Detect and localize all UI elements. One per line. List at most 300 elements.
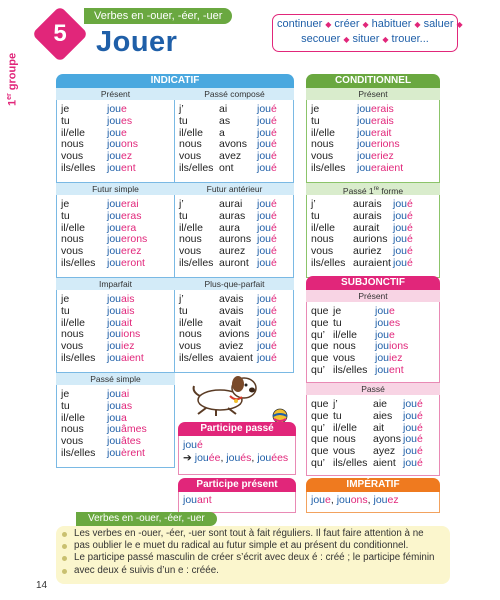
indicatif-passe-simple xyxy=(56,373,175,468)
verb-ending: ées xyxy=(271,452,289,464)
conditionnel-section xyxy=(306,74,440,278)
conjugation-row xyxy=(311,258,439,270)
conjugation-row xyxy=(61,211,174,223)
que-word: que xyxy=(311,352,329,365)
verb-stem: jou xyxy=(107,198,122,210)
pronoun: ils/elles xyxy=(179,256,214,269)
verb-ending: ez xyxy=(387,494,399,506)
que-word: qu’ xyxy=(311,421,326,434)
auxiliary: aurez xyxy=(219,245,246,258)
que-word: que xyxy=(311,305,329,317)
verb-stem: jou xyxy=(107,328,122,341)
verb-stem: jou xyxy=(107,256,122,269)
verb-ending: é xyxy=(271,293,277,305)
conjugation-table xyxy=(306,195,440,278)
verb-ending: é xyxy=(407,245,413,258)
verb-stem: jou xyxy=(257,452,272,464)
verb-stem: jou xyxy=(393,198,408,210)
indicatif-title: INDICATIF xyxy=(56,74,294,88)
auxiliary: ayons xyxy=(373,433,402,446)
subjonctif-section xyxy=(306,276,440,476)
verb-stem: jou xyxy=(107,304,122,317)
note-line xyxy=(74,552,444,564)
conjugation-row xyxy=(61,163,174,175)
note-text: Les verbes en -ouer, -éer, -uer sont tout à fait réguliers. Il faut faire attention à ne xyxy=(74,528,424,539)
pronoun: il/elle xyxy=(61,316,85,329)
verb-ending: é xyxy=(271,221,277,234)
verb-ending: é xyxy=(417,409,423,422)
auxiliary: avais xyxy=(219,304,244,317)
conjugation-row xyxy=(61,401,174,413)
similar-verb: secouer xyxy=(301,33,341,45)
similar-verb: continuer xyxy=(277,18,323,30)
verb-ending: erions xyxy=(371,138,400,151)
verb-stem: jou xyxy=(257,233,272,246)
verb-stem: jou xyxy=(257,351,272,364)
pronoun: vous xyxy=(179,150,202,163)
pronoun: ils/elles xyxy=(179,161,214,174)
pronoun: ils/elles xyxy=(333,456,368,469)
conjugation-row xyxy=(179,211,293,223)
tense-label: Passé composé xyxy=(175,88,294,100)
participe-passe-title: Participe passé xyxy=(178,422,296,436)
verb-stem: jou xyxy=(257,304,272,317)
verb-ending: ais xyxy=(121,304,135,317)
tense-label: Passé 1re forme xyxy=(306,183,440,195)
verb-stem: jou xyxy=(373,494,388,506)
verb-stem: jou xyxy=(107,435,122,448)
pronoun: ils/elles xyxy=(61,351,96,364)
conjugation-row xyxy=(179,353,293,365)
tense-label: Présent xyxy=(306,290,440,302)
verb-stem: jou xyxy=(357,126,372,139)
note-line xyxy=(74,565,444,577)
verb-ending: é xyxy=(271,103,277,115)
pronoun: tu xyxy=(179,114,188,127)
verb-ending: é xyxy=(271,161,277,174)
verb-ending: eraient xyxy=(371,161,404,174)
verb-ending: es xyxy=(389,316,401,329)
conjugation-row xyxy=(311,411,439,423)
participe-passe-forms: joué ➔ jouée, joués, jouées xyxy=(178,436,296,475)
verb-ending: erais xyxy=(371,103,394,115)
verb-ending: ent xyxy=(121,161,136,174)
note-line xyxy=(74,540,444,552)
verb-stem: jou xyxy=(393,256,408,269)
verb-ending: eriez xyxy=(371,150,394,163)
bullet-icon xyxy=(62,556,67,561)
verb-ending: é xyxy=(271,198,277,210)
verb-ending: e xyxy=(325,494,331,506)
verb-ending: âmes xyxy=(121,423,147,436)
verb-stem: jou xyxy=(357,138,372,151)
conjugation-row xyxy=(179,163,293,175)
verb-stem: jou xyxy=(375,352,390,365)
pronoun: nous xyxy=(61,328,84,341)
conjugation-table xyxy=(175,290,294,373)
indicatif-passe-compose xyxy=(175,88,294,183)
verb-stem: jou xyxy=(194,452,209,464)
verb-ending: é xyxy=(271,256,277,269)
verb-stem: jou xyxy=(107,388,122,400)
tense-label: Passé simple xyxy=(56,373,175,385)
pronoun: il/elle xyxy=(333,328,357,341)
verb-stem: jou xyxy=(375,363,390,376)
verb-stem: jou xyxy=(107,221,122,234)
similar-verb: saluer xyxy=(423,18,454,30)
que-word: qu’ xyxy=(311,363,326,376)
bullet-separator: ◆ xyxy=(414,20,421,29)
pronoun: il/elle xyxy=(61,411,85,424)
imperatif-title: IMPÉRATIF xyxy=(306,478,440,492)
pronoun: vous xyxy=(311,150,334,163)
conjugation-table xyxy=(56,100,175,183)
pronoun: nous xyxy=(61,138,84,151)
verb-stem: jou xyxy=(107,293,122,305)
pronoun: nous xyxy=(61,233,84,246)
conjugation-row xyxy=(311,211,439,223)
bullet-separator: ◆ xyxy=(382,35,389,44)
tense-label: Futur simple xyxy=(56,183,175,195)
conjugation-row xyxy=(311,116,439,128)
pronoun: ils/elles xyxy=(61,161,96,174)
pronoun: ils/elles xyxy=(61,256,96,269)
pronoun: j’ xyxy=(179,198,184,210)
imperatif-section xyxy=(306,478,440,513)
verb-stem: jou xyxy=(257,316,272,329)
indicatif-futur-simple xyxy=(56,183,175,278)
verb-stem: jou xyxy=(107,340,122,353)
auxiliary: auraient xyxy=(353,256,391,269)
verb-stem: jou xyxy=(107,245,122,258)
participe-passe-section xyxy=(178,422,296,475)
pronoun: il/elle xyxy=(179,126,203,139)
verb-ending: erai xyxy=(121,198,139,210)
pronoun: j’ xyxy=(311,198,316,210)
verb-ending: aient xyxy=(121,351,144,364)
verb-ending: és xyxy=(240,452,252,464)
bullet-separator: ◆ xyxy=(362,20,369,29)
verb-ending: erons xyxy=(121,233,148,246)
verb-ending: ions xyxy=(389,340,409,353)
pronoun: nous xyxy=(179,328,202,341)
auxiliary: auriez xyxy=(353,245,382,258)
pronoun: j’ xyxy=(179,293,184,305)
que-word: que xyxy=(311,316,329,329)
auxiliary: aurons xyxy=(219,233,252,246)
tense-label: Futur antérieur xyxy=(175,183,294,195)
auxiliary: aviez xyxy=(219,340,244,353)
verb-stem: jou xyxy=(393,233,408,246)
verb-ending: é xyxy=(271,328,277,341)
auxiliary: aurait xyxy=(353,221,380,234)
verb-stem: jou xyxy=(403,398,418,410)
note-text: avec deux é suivis d’un e : créée. xyxy=(74,564,219,576)
note-box xyxy=(56,526,450,584)
verb-ending: é xyxy=(417,433,423,446)
pronoun: vous xyxy=(179,245,202,258)
verb-ending: e xyxy=(389,328,395,341)
verb-ending: ait xyxy=(121,316,133,329)
similar-verb: créer xyxy=(334,18,360,30)
pronoun: je xyxy=(61,103,70,115)
verb-ending: é xyxy=(407,233,413,246)
participe-present-form: jouant xyxy=(178,492,296,513)
imperatif-forms xyxy=(306,492,440,513)
verb-ending: èrent xyxy=(121,446,145,459)
verb-stem: jou xyxy=(393,221,408,234)
indicatif-imparfait xyxy=(56,278,175,373)
verb-stem: jou xyxy=(357,161,372,174)
verb-title: Jouer xyxy=(96,26,178,58)
verb-stem: jou xyxy=(403,456,418,469)
pronoun: nous xyxy=(179,138,202,151)
pronoun: ils/elles xyxy=(311,161,346,174)
pronoun: vous xyxy=(61,150,84,163)
pronoun: nous xyxy=(179,233,202,246)
verb-ending: é xyxy=(271,304,277,317)
pronoun: tu xyxy=(61,209,70,222)
pronoun: tu xyxy=(179,209,188,222)
que-word: que xyxy=(311,433,329,446)
pronoun: je xyxy=(311,103,320,115)
pronoun: je xyxy=(61,198,70,210)
verb-stem: jou xyxy=(257,198,272,210)
verb-ending: é xyxy=(271,126,277,139)
bullet-icon xyxy=(62,532,67,537)
verb-ending: é xyxy=(271,114,277,127)
verb-ending: é xyxy=(271,245,277,258)
auxiliary: avez xyxy=(219,150,242,163)
pronoun: tu xyxy=(311,114,320,127)
verb-ending: é xyxy=(417,421,423,434)
verb-stem: jou xyxy=(107,233,122,246)
similar-verb: situer xyxy=(352,33,380,45)
verb-category-tag: Verbes en -ouer, -éer, -uer xyxy=(84,8,232,24)
group-label: 1er groupe xyxy=(6,52,19,106)
pronoun: tu xyxy=(179,304,188,317)
verb-ending: é xyxy=(407,198,413,210)
pronoun: nous xyxy=(61,423,84,436)
conjugation-row xyxy=(61,258,174,270)
pronoun: il/elle xyxy=(179,316,203,329)
conjugation-table xyxy=(175,100,294,183)
conjugation-row xyxy=(311,458,439,470)
verb-stem: jou xyxy=(403,433,418,446)
verb-ending: é xyxy=(271,316,277,329)
pronoun: il/elle xyxy=(333,421,357,434)
pronoun: vous xyxy=(61,245,84,258)
verb-ending: ons xyxy=(350,494,368,506)
verb-stem: jou xyxy=(226,452,241,464)
auxiliary: aurai xyxy=(219,198,243,210)
verb-ending: é xyxy=(271,233,277,246)
note-text: pas oublier le e muet du radical au futur simple et au présent du conditionnel. xyxy=(74,540,409,552)
verb-ending: é xyxy=(271,150,277,163)
tense-label: Présent xyxy=(56,88,175,100)
verb-ending: erais xyxy=(371,114,394,127)
verb-ending: e xyxy=(121,103,127,115)
pronoun: ils/elles xyxy=(179,351,214,364)
pronoun: vous xyxy=(179,340,202,353)
verb-stem: jou xyxy=(257,161,272,174)
similar-verbs-box xyxy=(272,14,463,52)
verb-ending: é xyxy=(407,209,413,222)
auxiliary: ait xyxy=(373,421,385,434)
verb-stem: jou xyxy=(257,245,272,258)
verb-ending: é xyxy=(407,221,413,234)
pronoun: vous xyxy=(333,352,356,365)
indicatif-plus-que-parfait xyxy=(175,278,294,373)
pronoun: je xyxy=(333,305,342,317)
separator: , xyxy=(367,494,374,506)
pronoun: il/elle xyxy=(311,126,335,139)
pronoun: tu xyxy=(61,304,70,317)
auxiliary: avons xyxy=(219,138,248,151)
pronoun: vous xyxy=(61,340,84,353)
verb-stem: jou xyxy=(107,114,122,127)
verb-stem: jou xyxy=(357,114,372,127)
conjugation-table xyxy=(56,385,175,468)
conjugation-table xyxy=(56,290,175,373)
pronoun: je xyxy=(61,293,70,305)
verb-stem: jou xyxy=(257,340,272,353)
auxiliary: auras xyxy=(219,209,246,222)
participe-present-section xyxy=(178,478,296,513)
verb-ending: ée xyxy=(208,452,221,464)
page-number: 14 xyxy=(36,580,48,591)
pronoun: vous xyxy=(333,445,356,458)
auxiliary: ont xyxy=(219,161,234,174)
verb-stem: jou xyxy=(107,351,122,364)
bullet-separator: ◆ xyxy=(343,35,350,44)
verb-stem: jou xyxy=(257,138,272,151)
verb-ending: é xyxy=(417,456,423,469)
verb-ending: eront xyxy=(121,256,145,269)
conjugation-table xyxy=(306,395,440,476)
participe-present-title: Participe présent xyxy=(178,478,296,492)
separator: , xyxy=(330,494,337,506)
que-word: qu’ xyxy=(311,328,326,341)
pronoun: tu xyxy=(311,209,320,222)
verb-stem: jou xyxy=(107,316,122,329)
conjugation-table xyxy=(56,195,175,278)
verb-stem: jou xyxy=(257,103,272,115)
verb-stem: jou xyxy=(257,221,272,234)
pronoun: tu xyxy=(333,409,342,422)
verb-ending: iez xyxy=(121,340,135,353)
verb-stem: jou xyxy=(107,103,122,115)
conjugation-row xyxy=(179,258,293,270)
que-word: que xyxy=(311,445,329,458)
verb-ending: iez xyxy=(389,352,403,365)
separator: , xyxy=(251,452,258,464)
conjugation-row xyxy=(61,306,174,318)
separator: , xyxy=(220,452,227,464)
pronoun: ils/elles xyxy=(333,363,368,376)
bullet-separator: ◆ xyxy=(456,20,463,29)
tense-label: Plus-que-parfait xyxy=(175,278,294,290)
auxiliary: ayez xyxy=(373,445,396,458)
auxiliary: aies xyxy=(373,409,393,422)
verb-ending: é xyxy=(271,138,277,151)
conjugation-table xyxy=(175,195,294,278)
verb-stem: jou xyxy=(107,150,122,163)
verb-ending: ais xyxy=(121,293,135,305)
auxiliary: aurions xyxy=(353,233,388,246)
verb-ending: era xyxy=(121,221,137,234)
verb-ending: as xyxy=(121,399,133,412)
bullet-icon xyxy=(62,569,67,574)
verb-stem: jou xyxy=(107,399,122,412)
similar-verb: habituer xyxy=(371,18,412,30)
pronoun: nous xyxy=(311,233,334,246)
group-number: 5 xyxy=(53,20,67,47)
verb-stem: jou xyxy=(257,209,272,222)
subjonctif-title: SUBJONCTIF xyxy=(306,276,440,290)
auxiliary: avais xyxy=(219,293,244,305)
conjugation-table xyxy=(306,302,440,383)
verb-ending: a xyxy=(121,411,127,424)
verb-ending: es xyxy=(121,114,133,127)
pronoun: je xyxy=(61,388,70,400)
verb-stem: jou xyxy=(357,103,372,115)
verb-stem: jou xyxy=(357,150,372,163)
conjugation-row xyxy=(61,448,174,460)
pronoun: il/elle xyxy=(61,221,85,234)
pronoun: j’ xyxy=(179,103,184,115)
conjugation-row xyxy=(311,318,439,330)
que-word: que xyxy=(311,398,329,410)
pronoun: ils/elles xyxy=(61,446,96,459)
verb-stem: jou xyxy=(257,150,272,163)
verb-ending: eras xyxy=(121,209,142,222)
auxiliary: auront xyxy=(219,256,249,269)
verb-stem: jou xyxy=(403,445,418,458)
verb-stem: jou xyxy=(107,423,122,436)
verb-ending: é xyxy=(417,398,423,410)
pronoun: nous xyxy=(311,138,334,151)
conjugation-row xyxy=(61,353,174,365)
note-line xyxy=(74,528,444,540)
tense-label: Passé xyxy=(306,383,440,395)
verb-ending: é xyxy=(271,209,277,222)
verb-ending: é xyxy=(271,340,277,353)
pronoun: il/elle xyxy=(311,221,335,234)
pronoun: ils/elles xyxy=(311,256,346,269)
verb-stem: jou xyxy=(311,494,326,506)
pronoun: tu xyxy=(61,399,70,412)
conjugation-row xyxy=(311,163,439,175)
verb-ending: erez xyxy=(121,245,142,258)
verb-ending: ez xyxy=(121,150,133,163)
auxiliary: aurais xyxy=(353,209,382,222)
verb-ending: ent xyxy=(389,363,404,376)
que-word: qu’ xyxy=(311,456,326,469)
verb-stem: jou xyxy=(257,126,272,139)
pronoun: il/elle xyxy=(61,126,85,139)
bullet-separator: ◆ xyxy=(325,20,332,29)
pronoun: tu xyxy=(333,316,342,329)
pronoun: il/elle xyxy=(179,221,203,234)
verb-stem: jou xyxy=(403,409,418,422)
verb-ending: e xyxy=(389,305,395,317)
verb-ending: é xyxy=(417,445,423,458)
verb-stem: jou xyxy=(107,411,122,424)
verb-stem: jou xyxy=(107,138,122,151)
auxiliary: a xyxy=(219,126,225,139)
pronoun: vous xyxy=(311,245,334,258)
